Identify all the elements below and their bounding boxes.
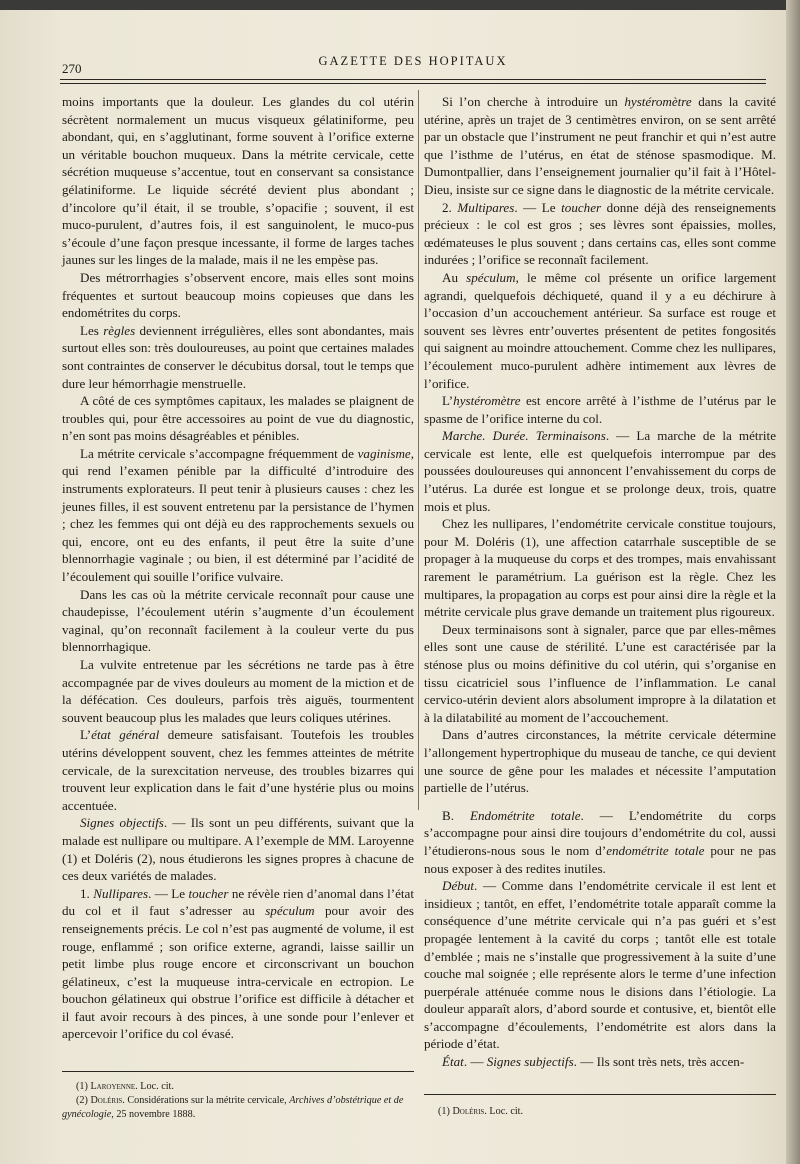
subsection-multipares: 2. Multipares. — Le toucher donne déjà des renseignements précieux : le col est gros ; ses lèvres sont épaissies, molles, œdémateuses le plus souvent ; dans certains cas, elles sont comme indurées ; l’orifice se reconnaît facilement. (424, 199, 776, 268)
scan-top-edge (0, 0, 800, 10)
footnote-rule-left (62, 1071, 414, 1072)
header-rule-double (60, 83, 766, 84)
footnote: (1) Laroyenne. Loc. cit. (76, 1081, 174, 1092)
paragraph: L’état général demeure satisfaisant. Toutefois les troubles utérins développent souvent, chez les femmes atteintes de métrite cervicale, de la surexcitation nerveuse, des troubles bizarres qui trouvent leur explication dans le fait d’une hystérie plus ou moins accentuée. (62, 727, 415, 813)
footnotes-right (424, 1105, 776, 1119)
paragraph: Des métrorrhagies s’observent encore, mais elles sont moins fréquentes et surtout beaucoup moins copieuses que dans les endométrites du corps. (62, 269, 414, 321)
paragraph: Au spéculum, le même col présente un orifice largement agrandi, quelquefois déchiqueté, quand il y a eu déchirure à l’occasion d’un accouchement antérieur. Sa surface est rouge et souvent ses lèvres entr’ouvertes présentent de petites fongosités qui saignent au moindre attouchement. Comme chez les nullipares, l’écoulement muco-purulent adhère intimement aux lèvres de l’orifice. (424, 269, 776, 391)
paragraph: La vulvite entretenue par les sécrétions ne tarde pas à être accompagnée par de vives douleurs au moment de la miction et de la défécation. Ces douleurs, parfois très aiguës, tourmentent souvent beaucoup plus les malades que leurs coliques utérines. (62, 657, 414, 725)
subsection-nullipares: 1. Nullipares. — Le toucher ne révèle rien d’anomal dans l’état du col et il faut s’adresser au spéculum pour avoir des renseignements précis. Le col n’est pas augmenté de volume, il est rouge, enflammé ; son orifice externe, agrandi, laisse saillir un petit limbe plus rouge encore et circonscrivant un bouchon gélatineux, c’est la muqueuse intra-cervicale en ectropion. Le bouchon gélatineux qui obstrue l’orifice est difficile à détacher et il faut avoir recours à des pinces, à une sonde pour l’enlever et apercevoir l’orifice du col évasé. (62, 885, 414, 1042)
paragraph: Dans d’autres circonstances, la métrite cervicale détermine l’allongement hypertrophique du museau de tanche, ce qui devient une source de gêne pour les malades et nécessite l’amputation partielle de l’utérus. (424, 727, 776, 796)
scan-right-edge (786, 0, 800, 1164)
paragraph: Deux terminaisons sont à signaler, parce que par elles-mêmes elles sont une cause de stérilité. L’une est caractérisée par la sténose plus ou moins définitive du col utérin, qui s’organise en tissu cicatriciel sous l’influence de l’inflammation. Le canal cervico-utérin devient alors absolument impropre à la dilatation et à la dilatabilité au moment de l’accouchement. (424, 621, 776, 725)
paragraph: La métrite cervicale s’accompagne fréquemment de vaginisme, qui rend l’examen pénible par la difficulté d’introduire des instruments explorateurs. Il peut tenir à plusieurs causes : chez les jeunes filles, il est souvent entretenu par la persistance de l’hymen ; chez les femmes qui ont déjà eu des rapprochements sexuels ou qui, encore, ont eu des enfants, il peut être la suite d’une blennorrhagie vaginale ; ou bien, il est déterminé par l’acidité de l’écoulement qui souille l’orifice vulvaire. (62, 445, 414, 585)
footnotes-left (62, 1080, 414, 1122)
paragraph: moins importants que la douleur. Les glandes du col utérin sécrètent normalement un mucus visqueux gélatiniforme, peu abondant, qui, en s’agglutinant, forme souvent à l’orifice externe un véritable bouchon muqueux. Dans la métrite cervicale, cette sécrétion muqueuse s’accentue, tout en conservant sa consistance gélatiniforme. Le liquide sécrété devient plus abondant ; d’incolore qu’il était, il se trouble, s’opacifie ; souvent, il est muco-purulent, d’autres fois, il est sanguinolent, le muco-pus s’écoule d’une façon presque incessante, il forme de larges taches jaunes sur les linges de la malade, mais il ne les empèse pas. (62, 94, 414, 268)
right-column (424, 93, 776, 1071)
section-signes-objectifs: Signes objectifs. — Ils sont un peu différents, suivant que la malade est nullipare ou multipare. A l’exemple de MM. Laroyenne (1) et Doléris (2), nous étudierons les signes propres à chacune de ces deux variétés de malades. (62, 815, 414, 884)
journal-title: GAZETTE DES HOPITAUX (318, 54, 508, 68)
section-debut: Début. — Comme dans l’endométrite cervicale il est lent et insidieux ; tantôt, en effet, l’endométrite totale apparaît comme la conséquence d’une métrite cervicale qui n’a pas guéri et s’est propagée lentement à la cavité du corps ; tantôt elle est totale d’emblée ; mais ne s’installe que progressivement à la suite d’une couche mal soignée ; elle représente alors le terme d’une infection puerpérale atténuée comme nous le disions dans l’étiologie. La douleur apparaît alors, d’abord sourde et contusive, et, bientôt elle s’accompagne d’écoulements, l’endométrite est alors dans la période d’état. (424, 878, 776, 1052)
section-endometrite-totale: B. Endométrite totale. — L’endométrite du corps s’accompagne pour ainsi dire toujours d’endométrite du col, aussi l’étudierons-nous sous le nom d’endométrite totale pour ne pas nous exposer à des redites inutiles. (424, 807, 777, 876)
paragraph: Si l’on cherche à introduire un hystéromètre dans la cavité utérine, après un trajet de 3 centimètres environ, on se sent arrêté par un obstacle que l’instrument ne peut franchir et qui n’est autre que l’isthme de l’utérus, en état de sténose spasmodique. M. Dumontpallier, dans l’enseignement journalier qu’il fait à l’Hôtel-Dieu, insiste sur ce signe dans le diagnostic de la métrite cervicale. (424, 94, 776, 197)
header-rule (60, 79, 766, 80)
section-etat: État. — Signes subjectifs. — Ils sont très nets, très accen- (442, 1054, 745, 1070)
page-number: 270 (62, 61, 82, 76)
section-marche: Marche. Durée. Terminaisons. — La marche de la métrite cervicale est lente, elle est quelquefois interrompue par des poussées douloureuses qui annoncent l’envahissement du corps de l’utérus. La durée est longue et se prolonge deux, trois, quatre mois et plus. (424, 428, 777, 514)
paragraph: Chez les nullipares, l’endométrite cervicale constitue toujours, pour M. Doléris (1), une affection catarrhale susceptible de se propager à la muqueuse du corps et des trompes, mais envahissant rarement le paramétrium. La guérison est la règle. Chez les multipares, la propagation au corps est pour ainsi dire la règle et la métrite cervicale plus grave demande un traitement plus rigoureux. (424, 516, 776, 620)
paragraph: L’hystéromètre est encore arrêté à l’isthme de l’utérus par le spasme de l’orifice interne du col. (424, 393, 776, 426)
paragraph: Dans les cas où la métrite cervicale reconnaît pour cause une chaudepisse, l’écoulement utérin s’augmente d’un écoulement vaginal, qu’on reconnaît facilement à la couleur verte du pus blennorrhagique. (62, 586, 414, 655)
paragraph: A côté de ces symptômes capitaux, les malades se plaignent de troubles qui, pour être accessoires au point de vue du diagnostic, n’en sont pas moins désagréables et pénibles. (62, 393, 414, 444)
left-column (62, 93, 414, 1043)
column-divider (418, 90, 419, 810)
footnote: (1) Doléris. Loc. cit. (438, 1106, 524, 1117)
paragraph: Les règles deviennent irrégulières, elles sont abondantes, mais surtout elles son: très douloureuses, au point que certaines malades sont contraintes de conserver le décubitus dorsal, tout le temps que dure leur hémorrhagie menstruelle. (62, 322, 414, 391)
footnote: (2) Doléris. Considérations sur la métrite cervicale, Archives d’obstétrique et de gynécologie, 25 novembre 1888. (62, 1095, 404, 1120)
footnote-rule-right (424, 1094, 776, 1095)
page-header (60, 48, 766, 78)
